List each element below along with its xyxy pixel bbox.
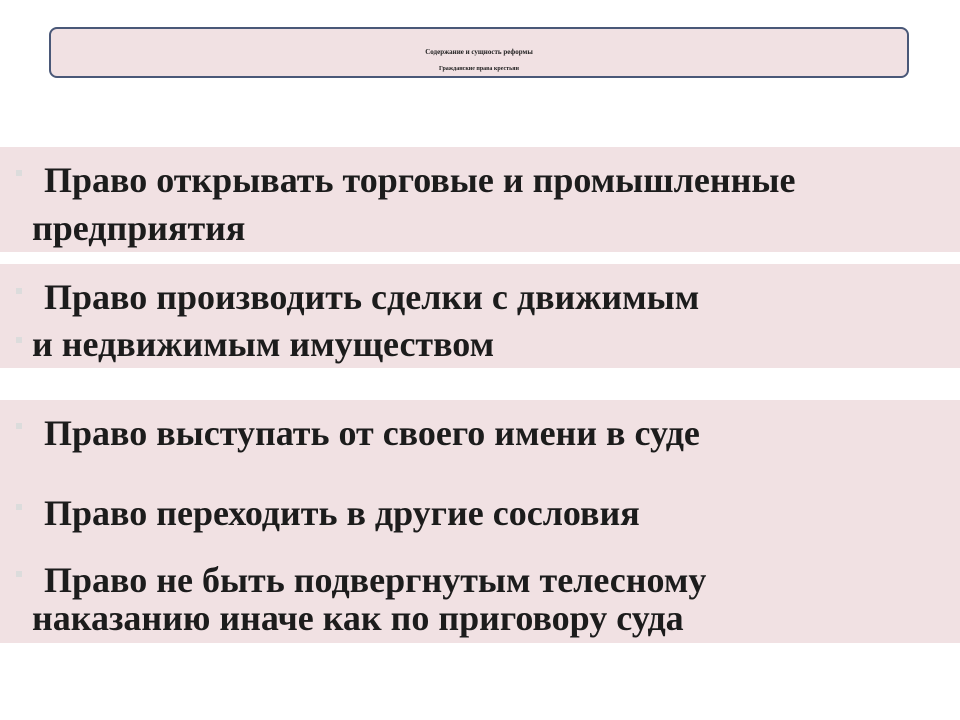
right-item-1-line-2: предприятия — [32, 208, 246, 248]
bullet-icon — [16, 288, 22, 294]
slide-title-box — [49, 27, 909, 78]
bullet-icon — [16, 170, 22, 176]
bullet-icon — [16, 337, 22, 343]
right-item-5-line-1: Право не быть подвергнутым телесному — [44, 560, 707, 600]
right-item-2-line-2: и недвижимым имуществом — [32, 324, 495, 364]
right-item-3: Право выступать от своего имени в суде — [44, 413, 700, 453]
right-item-2-line-1: Право производить сделки с движимым — [44, 277, 700, 317]
bullet-icon — [16, 571, 22, 577]
right-item-4: Право переходить в другие сословия — [44, 493, 640, 533]
right-item-1-line-1: Право открывать торговые и промышленные — [44, 160, 796, 200]
right-item-5-line-2: наказанию иначе как по приговору суда — [32, 598, 684, 638]
bullet-icon — [16, 423, 22, 429]
slide-title: Содержание и сущность реформы — [425, 48, 533, 56]
slide-subtitle: Гражданские права крестьян — [439, 66, 519, 72]
bullet-icon — [16, 504, 22, 510]
